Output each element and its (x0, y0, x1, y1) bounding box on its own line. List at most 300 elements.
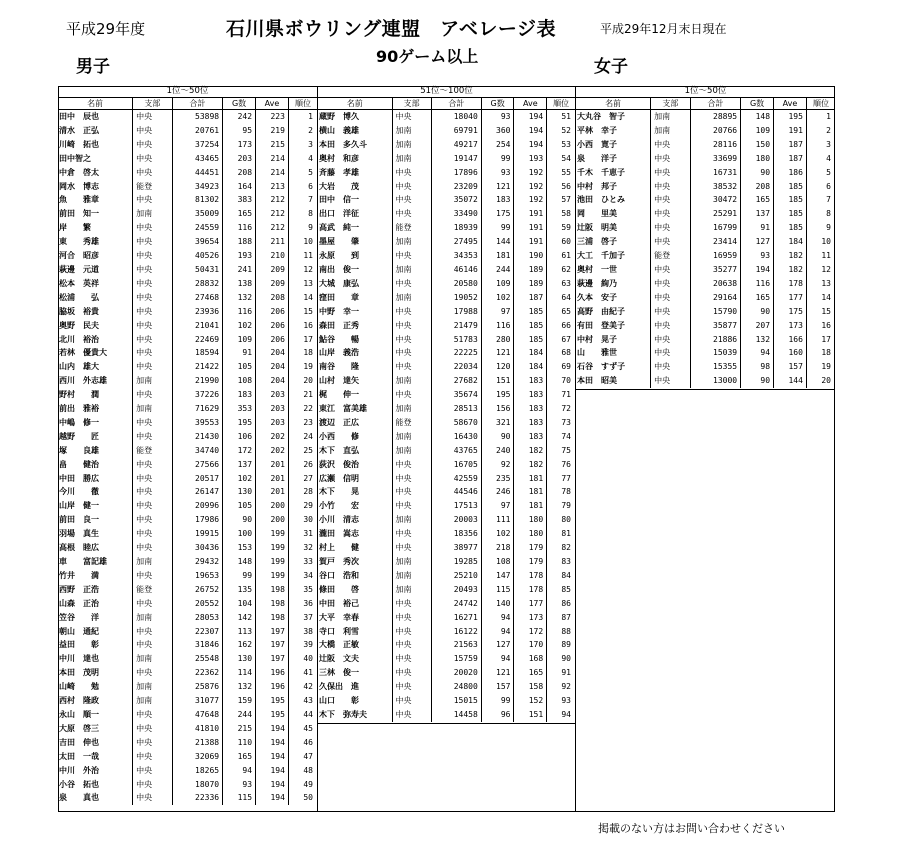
branch-cell: 中央 (133, 750, 173, 764)
rank-cell: 78 (561, 487, 571, 497)
branch-cell: 中央 (133, 499, 173, 513)
games-cell: 153 (223, 541, 256, 555)
branch-cell: 加南 (392, 152, 431, 166)
name-cell: 小竹 宏 (318, 499, 392, 513)
average-cell: 166 (774, 333, 807, 347)
rank-cell: 57 (561, 195, 571, 205)
table-row (318, 346, 575, 360)
table-row (58, 193, 317, 207)
table-row (58, 750, 317, 764)
table-row (318, 444, 575, 458)
branch-cell: 中央 (133, 235, 173, 249)
rank-cell: 6 (308, 181, 313, 191)
rank-cell: 80 (561, 515, 571, 525)
rank-cell: 93 (561, 696, 571, 706)
rank-cell: 31 (303, 529, 313, 539)
name-cell: 條田 啓 (318, 583, 392, 597)
average-cell: 203 (256, 402, 289, 416)
table-row (58, 764, 317, 778)
branch-cell: 中央 (392, 638, 431, 652)
table-row (318, 430, 575, 444)
total-cell: 21479 (431, 319, 481, 333)
games-cell: 127 (741, 235, 774, 249)
total-cell: 15355 (690, 360, 740, 374)
branch-cell: 加南 (133, 374, 173, 388)
rank-cell: 1 (308, 112, 313, 121)
average-cell: 197 (256, 652, 289, 666)
name-cell: 清水 正弘 (58, 124, 133, 138)
branch-cell: 中央 (133, 485, 173, 499)
rank-cell: 27 (303, 473, 313, 483)
rank-cell: 28 (303, 487, 313, 497)
total-cell: 53898 (172, 110, 222, 124)
average-cell: 184 (514, 360, 547, 374)
table-row (318, 611, 575, 625)
rank-cell: 49 (303, 779, 313, 789)
table-row (318, 513, 575, 527)
average-cell: 183 (514, 374, 547, 388)
rank-cell: 77 (561, 473, 571, 483)
branch-cell: 中央 (133, 360, 173, 374)
games-cell: 130 (223, 485, 256, 499)
total-cell: 40526 (172, 249, 222, 263)
average-cell: 160 (774, 346, 807, 360)
games-cell: 90 (741, 166, 774, 180)
average-cell: 187 (774, 138, 807, 152)
rank-cell: 72 (561, 404, 571, 414)
table-row (318, 235, 575, 249)
rank-cell: 43 (303, 696, 313, 706)
table-row (58, 221, 317, 235)
name-cell: 賀戸 秀次 (318, 555, 392, 569)
column-header: G数 (223, 98, 256, 110)
rank-cell: 20 (821, 376, 831, 386)
average-cell: 165 (514, 666, 547, 680)
branch-cell: 中央 (651, 305, 691, 319)
branch-cell: 中央 (651, 221, 691, 235)
total-cell: 20020 (431, 666, 481, 680)
table-row (318, 708, 575, 722)
name-cell: 大丸谷 智子 (576, 110, 651, 124)
average-cell: 194 (256, 736, 289, 750)
name-cell: 奥村 和彦 (318, 152, 392, 166)
rank-cell: 12 (821, 264, 831, 274)
rank-cell: 79 (561, 501, 571, 511)
games-cell: 93 (481, 166, 514, 180)
branch-cell: 加南 (392, 583, 431, 597)
table-row (58, 235, 317, 249)
name-cell: 奥野 民夫 (58, 319, 133, 333)
average-cell: 179 (514, 541, 547, 555)
name-cell: 車 富記雄 (58, 555, 133, 569)
total-cell: 22307 (172, 625, 222, 639)
games-cell: 137 (741, 207, 774, 221)
games-cell: 106 (223, 430, 256, 444)
name-cell: 中野 幸一 (318, 305, 392, 319)
branch-cell: 中央 (133, 472, 173, 486)
games-cell: 94 (223, 764, 256, 778)
games-cell: 115 (481, 583, 514, 597)
average-cell: 202 (256, 444, 289, 458)
total-cell: 30436 (172, 541, 222, 555)
rank-cell: 63 (561, 278, 571, 288)
column-header: G数 (481, 98, 514, 110)
total-cell: 20580 (431, 277, 481, 291)
branch-cell: 中央 (133, 416, 173, 430)
total-cell: 71629 (172, 402, 222, 416)
total-cell: 22362 (172, 666, 222, 680)
table-row (318, 625, 575, 639)
name-cell: 河合 昭彦 (58, 249, 133, 263)
table-row (318, 666, 575, 680)
rank-cell: 87 (561, 612, 571, 622)
rank-cell: 74 (561, 431, 571, 441)
name-cell: 田中 信一 (318, 193, 392, 207)
section-divider (318, 723, 575, 724)
table-row (58, 485, 317, 499)
rank-cell: 29 (303, 501, 313, 511)
total-cell: 35072 (431, 193, 481, 207)
average-cell: 201 (256, 472, 289, 486)
name-cell: 今川 徹 (58, 485, 133, 499)
games-cell: 108 (481, 555, 514, 569)
games-cell: 188 (223, 235, 256, 249)
total-cell: 18356 (431, 527, 481, 541)
name-cell: 畠 健治 (58, 458, 133, 472)
total-cell: 46146 (431, 263, 481, 277)
average-cell: 199 (256, 569, 289, 583)
average-cell: 204 (256, 346, 289, 360)
name-cell: 渡辺 正広 (318, 416, 392, 430)
rank-cell: 48 (303, 765, 313, 775)
average-cell: 194 (256, 791, 289, 805)
name-cell: 中倉 啓太 (58, 166, 133, 180)
total-cell: 14458 (431, 708, 481, 722)
rank-cell: 54 (561, 153, 571, 163)
average-cell: 204 (256, 360, 289, 374)
branch-cell: 能登 (133, 444, 173, 458)
name-cell: 久本 安子 (576, 291, 651, 305)
table-row (58, 513, 317, 527)
total-cell: 21886 (690, 333, 740, 347)
rank-cell: 81 (561, 529, 571, 539)
column-header: 合計 (172, 98, 222, 110)
games-cell: 109 (741, 124, 774, 138)
total-cell: 39654 (172, 235, 222, 249)
games-cell: 147 (481, 569, 514, 583)
table-row (58, 569, 317, 583)
total-cell: 18939 (431, 221, 481, 235)
average-cell: 214 (256, 152, 289, 166)
branch-cell: 加南 (651, 110, 691, 124)
branch-cell: 中央 (392, 360, 431, 374)
name-cell: 中田 裕己 (318, 597, 392, 611)
games-cell: 175 (481, 207, 514, 221)
table-row (318, 458, 575, 472)
rank-cell: 7 (826, 195, 831, 205)
name-cell: 山 雅世 (576, 346, 651, 360)
rank-cell: 10 (303, 237, 313, 247)
name-cell: 辻阪 明美 (576, 221, 651, 235)
rank-cell: 66 (561, 320, 571, 330)
women-section-1-50 (576, 86, 835, 812)
average-cell: 191 (514, 207, 547, 221)
name-cell: 木下 直弘 (318, 444, 392, 458)
total-cell: 41810 (172, 722, 222, 736)
name-cell: 蔵野 博久 (318, 110, 392, 124)
average-cell: 206 (256, 319, 289, 333)
branch-cell: 中央 (133, 791, 173, 805)
average-cell: 173 (774, 319, 807, 333)
branch-cell: 中央 (392, 625, 431, 639)
total-cell: 17896 (431, 166, 481, 180)
branch-cell: 加南 (392, 569, 431, 583)
name-cell: 山内 雄大 (58, 360, 133, 374)
ranking-table (58, 98, 317, 805)
rank-cell: 85 (561, 584, 571, 594)
total-cell: 22034 (431, 360, 481, 374)
table-row (576, 374, 835, 388)
games-cell: 208 (223, 166, 256, 180)
rank-cell: 7 (308, 195, 313, 205)
average-cell: 181 (514, 485, 547, 499)
total-cell: 28116 (690, 138, 740, 152)
rank-cell: 59 (561, 223, 571, 233)
average-cell: 212 (256, 221, 289, 235)
table-row (576, 207, 835, 221)
table-row (58, 736, 317, 750)
table-row (318, 555, 575, 569)
table-row (58, 277, 317, 291)
rank-cell: 21 (303, 390, 313, 400)
average-cell: 195 (256, 708, 289, 722)
average-cell: 175 (774, 305, 807, 319)
name-cell: 高武 純一 (318, 221, 392, 235)
games-cell: 90 (741, 305, 774, 319)
branch-cell: 加南 (133, 402, 173, 416)
branch-cell: 能登 (133, 180, 173, 194)
total-cell: 20766 (690, 124, 740, 138)
rank-cell: 58 (561, 209, 571, 219)
branch-cell: 中央 (651, 333, 691, 347)
games-cell: 156 (481, 402, 514, 416)
branch-cell: 中央 (133, 319, 173, 333)
table-row (576, 249, 835, 263)
branch-cell: 加南 (133, 694, 173, 708)
section-divider (576, 389, 835, 390)
total-cell: 25876 (172, 680, 222, 694)
games-cell: 195 (481, 388, 514, 402)
branch-cell: 加南 (392, 402, 431, 416)
average-cell: 185 (774, 180, 807, 194)
games-cell: 148 (741, 110, 774, 124)
name-cell: 瀧田 嵩志 (318, 527, 392, 541)
games-cell: 91 (741, 221, 774, 235)
games-cell: 93 (741, 249, 774, 263)
name-cell: 森田 正秀 (318, 319, 392, 333)
ranking-table (576, 98, 835, 388)
branch-cell: 中央 (133, 736, 173, 750)
rank-cell: 50 (303, 793, 313, 803)
table-row (58, 152, 317, 166)
table-row (318, 541, 575, 555)
average-cell: 157 (774, 360, 807, 374)
total-cell: 25291 (690, 207, 740, 221)
average-cell: 185 (514, 319, 547, 333)
table-row (576, 360, 835, 374)
table-row (58, 291, 317, 305)
branch-cell: 中央 (133, 513, 173, 527)
total-cell: 20996 (172, 499, 222, 513)
name-cell: 千木 千恵子 (576, 166, 651, 180)
average-cell: 178 (774, 277, 807, 291)
rank-cell: 53 (561, 139, 571, 149)
rank-cell: 16 (303, 320, 313, 330)
table-row (318, 472, 575, 486)
rank-cell: 41 (303, 668, 313, 678)
rank-cell: 52 (561, 125, 571, 135)
total-cell: 21563 (431, 638, 481, 652)
rank-cell: 88 (561, 626, 571, 636)
games-cell: 105 (223, 360, 256, 374)
average-cell: 158 (514, 680, 547, 694)
games-cell: 172 (223, 444, 256, 458)
average-cell: 193 (514, 152, 547, 166)
table-row (58, 333, 317, 347)
name-cell: 若林 優貴大 (58, 346, 133, 360)
name-cell: 高根 睦広 (58, 541, 133, 555)
name-cell: 本田 茂明 (58, 666, 133, 680)
average-cell: 209 (256, 263, 289, 277)
games-cell: 241 (223, 263, 256, 277)
total-cell: 16731 (690, 166, 740, 180)
branch-cell: 中央 (651, 319, 691, 333)
rank-cell: 35 (303, 584, 313, 594)
games-cell: 235 (481, 472, 514, 486)
average-cell: 187 (774, 152, 807, 166)
branch-cell: 加南 (392, 555, 431, 569)
name-cell: 窪田 章 (318, 291, 392, 305)
average-cell: 185 (514, 305, 547, 319)
average-cell: 189 (514, 263, 547, 277)
name-cell: 中村 邦子 (576, 180, 651, 194)
total-cell: 44451 (172, 166, 222, 180)
table-row (58, 166, 317, 180)
branch-cell: 中央 (133, 291, 173, 305)
average-cell: 219 (256, 124, 289, 138)
table-row (318, 277, 575, 291)
branch-cell: 中央 (651, 374, 691, 388)
branch-cell: 中央 (392, 305, 431, 319)
rank-cell: 30 (303, 515, 313, 525)
name-cell: 松浦 弘 (58, 291, 133, 305)
total-cell: 58670 (431, 416, 481, 430)
name-cell: 前田 良一 (58, 513, 133, 527)
games-cell: 92 (481, 458, 514, 472)
average-cell: 177 (514, 597, 547, 611)
name-cell: 大城 康弘 (318, 277, 392, 291)
rank-cell: 65 (561, 306, 571, 316)
column-header: 順位 (806, 98, 835, 110)
table-row (58, 791, 317, 805)
name-cell: 山岸 義浩 (318, 346, 392, 360)
total-cell: 28832 (172, 277, 222, 291)
total-cell: 31846 (172, 638, 222, 652)
branch-cell: 加南 (133, 652, 173, 666)
table-row (58, 708, 317, 722)
rank-cell: 64 (561, 292, 571, 302)
total-cell: 21388 (172, 736, 222, 750)
average-cell: 185 (514, 333, 547, 347)
branch-cell: 中央 (392, 180, 431, 194)
name-cell: 泉 洋子 (576, 152, 651, 166)
rank-cell: 17 (821, 334, 831, 344)
branch-cell: 中央 (651, 346, 691, 360)
games-cell: 183 (223, 388, 256, 402)
games-cell: 280 (481, 333, 514, 347)
total-cell: 19915 (172, 527, 222, 541)
name-cell: 南谷 隆 (318, 360, 392, 374)
games-cell: 148 (223, 555, 256, 569)
branch-cell: 中央 (392, 193, 431, 207)
total-cell: 33490 (431, 207, 481, 221)
games-cell: 97 (481, 305, 514, 319)
branch-cell: 中央 (392, 597, 431, 611)
games-cell: 94 (741, 346, 774, 360)
branch-cell: 中央 (133, 277, 173, 291)
total-cell: 21422 (172, 360, 222, 374)
table-row (58, 263, 317, 277)
games-cell: 144 (481, 235, 514, 249)
total-cell: 38977 (431, 541, 481, 555)
fiscal-year: 平成29年度 (66, 20, 146, 38)
games-cell: 207 (741, 319, 774, 333)
total-cell: 34740 (172, 444, 222, 458)
rank-cell: 67 (561, 334, 571, 344)
total-cell: 42559 (431, 472, 481, 486)
total-cell: 27682 (431, 374, 481, 388)
men-label: 男子 (76, 57, 110, 77)
branch-cell: 中央 (651, 166, 691, 180)
games-cell: 99 (223, 569, 256, 583)
table-row (576, 193, 835, 207)
rank-cell: 62 (561, 264, 571, 274)
games-cell: 218 (481, 541, 514, 555)
branch-cell: 中央 (133, 263, 173, 277)
average-cell: 198 (256, 583, 289, 597)
column-header: 支部 (651, 98, 691, 110)
rank-cell: 94 (561, 709, 571, 719)
average-cell: 201 (256, 485, 289, 499)
name-cell: 池田 ひとみ (576, 193, 651, 207)
average-cell: 195 (774, 110, 807, 124)
name-cell: 太田 一哉 (58, 750, 133, 764)
total-cell: 27566 (172, 458, 222, 472)
name-cell: 東 秀雄 (58, 235, 133, 249)
branch-cell: 中央 (651, 152, 691, 166)
name-cell: 小西 修 (318, 430, 392, 444)
average-cell: 183 (514, 430, 547, 444)
total-cell: 15790 (690, 305, 740, 319)
rank-cell: 40 (303, 654, 313, 664)
table-row (576, 263, 835, 277)
average-cell: 194 (256, 778, 289, 792)
branch-cell: 加南 (392, 291, 431, 305)
name-cell: 中嶋 修一 (58, 416, 133, 430)
table-row (318, 263, 575, 277)
total-cell: 22469 (172, 333, 222, 347)
table-row (318, 138, 575, 152)
